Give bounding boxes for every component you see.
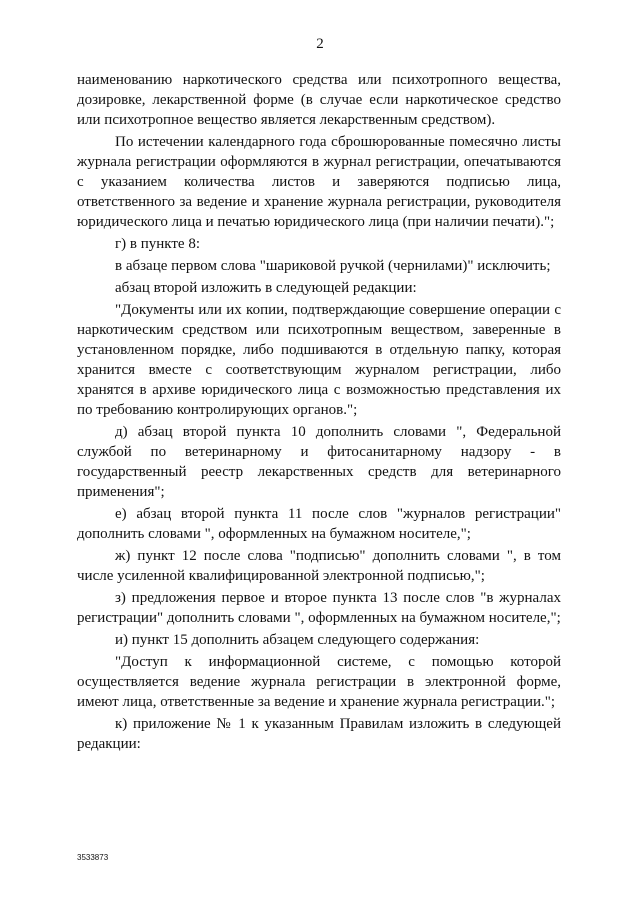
document-body <box>77 70 561 756</box>
paragraph: "Документы или их копии, подтверждающие совершение операции с наркотическим средством или психотропным веществом, заверенные в установленном порядке, либо подшиваются в отдельную папку, которая хранится вместе с соответствующим журналом регистрации, либо хранятся в архиве юридического лица с возможностью представления их по требованию контролирующих органов."; <box>77 302 561 418</box>
paragraph: "Доступ к информационной системе, с помощью которой осуществляется ведение журнала регистрации в электронной форме, имеют лица, ответственные за ведение и хранение журнала регистрации."; <box>77 654 561 710</box>
paragraph: г) в пункте 8: <box>115 236 201 252</box>
paragraph: наименованию наркотического средства или психотропного вещества, дозировке, лекарственной форме (в случае если наркотическое средство или психотропное вещество является лекарственным средством). <box>77 72 561 128</box>
paragraph: абзац второй изложить в следующей редакции: <box>115 280 417 296</box>
document-code: 3533873 <box>77 853 109 862</box>
paragraph: з) предложения первое и второе пункта 13 после слов "в журналах регистрации" дополнить словами ", оформленных на бумажном носителе,"; <box>77 590 561 626</box>
paragraph: По истечении календарного года сброшюрованные помесячно листы журнала регистрации оформляются в журнал регистрации, опечатываются с указанием количества листов и заверяются подписью лица, ответственного за ведение и хранение журнала регистрации, руководителя юридического лица и печатью юридического лица (при наличии печати)."; <box>77 134 561 230</box>
paragraph: в абзаце первом слова "шариковой ручкой (чернилами)" исключить; <box>115 258 551 274</box>
page-number: 2 <box>316 36 324 52</box>
paragraph: д) абзац второй пункта 10 дополнить словами ", Федеральной службой по ветеринарному и фитосанитарному надзору - в государственный реестр лекарственных средств для ветеринарного применения"; <box>77 424 561 500</box>
paragraph: к) приложение № 1 к указанным Правилам изложить в следующей редакции: <box>77 716 561 752</box>
paragraph: е) абзац второй пункта 11 после слов "журналов регистрации" дополнить словами ", оформленных на бумажном носителе,"; <box>77 506 561 542</box>
paragraph: ж) пункт 12 после слова "подписью" дополнить словами ", в том числе усиленной квалифицированной электронной подписью,"; <box>77 548 561 584</box>
paragraph: и) пункт 15 дополнить абзацем следующего содержания: <box>115 632 480 648</box>
